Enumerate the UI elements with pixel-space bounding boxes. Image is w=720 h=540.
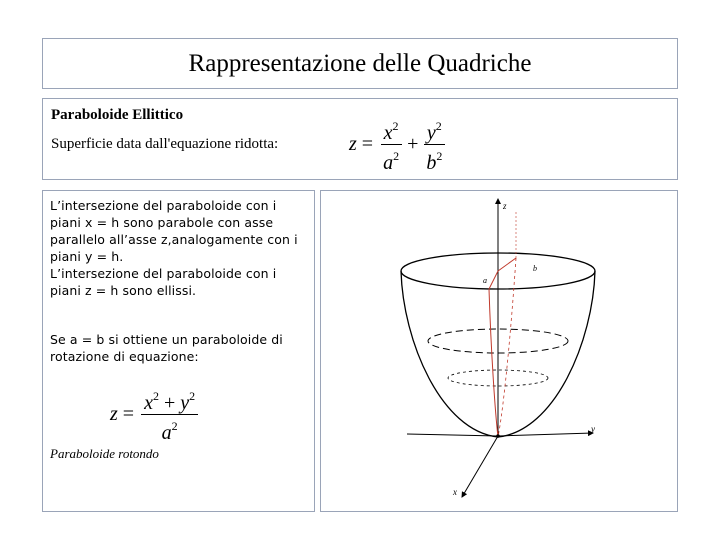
frac-y-num: y [426, 121, 436, 144]
text-line: L’intersezione del paraboloide con i [50, 198, 277, 213]
text-line: piani x = h sono parabole con asse [50, 215, 274, 230]
section-parabola-dashed [498, 258, 516, 437]
frac-x-den-exp: 2 [393, 148, 400, 163]
section-subtitle: Paraboloide Ellittico [51, 107, 184, 123]
text-line: Se a = b si ottiene un paraboloide di [50, 332, 283, 347]
semi-axis-a-label: a [483, 276, 487, 285]
explanation-box [42, 190, 315, 512]
x-axis-label: x [453, 487, 457, 497]
eq-lhs: z [349, 132, 357, 155]
eq-plus: + [407, 132, 419, 155]
frac-rot-y: y [180, 392, 190, 414]
semi-axis-b-line [498, 258, 516, 271]
frac-x-num-exp: 2 [392, 118, 399, 133]
frac-rot-den-exp: 2 [171, 419, 178, 433]
definition-label: Superficie data dall'equazione ridotta: [51, 136, 279, 152]
page-title: Rappresentazione delle Quadriche [188, 49, 532, 77]
rotation-paragraph [50, 331, 312, 365]
frac-y-den: b [426, 151, 437, 174]
paraboloid-figure-box [320, 190, 678, 512]
frac-x-num: x [383, 121, 393, 144]
eq-equals: = [361, 132, 374, 155]
text-line: L’intersezione del paraboloide con i [50, 266, 277, 281]
frac-rot-x: x [144, 392, 153, 414]
intersections-paragraph [50, 197, 312, 299]
text-line: parallelo all’asse z,analogamente con i [50, 232, 298, 247]
frac-rot-x-exp: 2 [152, 389, 159, 403]
frac-rot-den: a [161, 422, 172, 444]
definition-box [42, 98, 678, 180]
section-parabola [489, 289, 498, 437]
paraboloid-figure [321, 191, 677, 511]
figure-caption: Paraboloide rotondo [50, 446, 159, 461]
text-line: piani y = h. [50, 249, 124, 264]
title-box [42, 38, 678, 89]
fraction-rot [141, 385, 198, 444]
elliptic-paraboloid-equation [349, 116, 447, 172]
z-axis-label: z [503, 201, 507, 211]
frac-rot-y-exp: 2 [189, 389, 196, 403]
eq2-lhs: z [110, 403, 118, 425]
fraction-x [380, 115, 402, 174]
text-line: piani z = h sono ellissi. [50, 283, 197, 298]
frac-x-den: a [383, 151, 394, 174]
frac-rot-plus: + [163, 392, 176, 414]
text-line: rotazione di equazione: [50, 349, 199, 364]
frac-y-den-exp: 2 [436, 148, 443, 163]
x-axis [462, 436, 498, 497]
y-axis-label: y [591, 424, 595, 434]
semi-axis-a-line [489, 271, 498, 289]
rotation-paraboloid-equation [110, 385, 200, 444]
semi-axis-b-label: b [533, 264, 537, 273]
vertex-point [496, 434, 500, 438]
fraction-y [423, 115, 445, 174]
eq2-equals: = [122, 403, 135, 425]
frac-y-num-exp: 2 [435, 118, 442, 133]
